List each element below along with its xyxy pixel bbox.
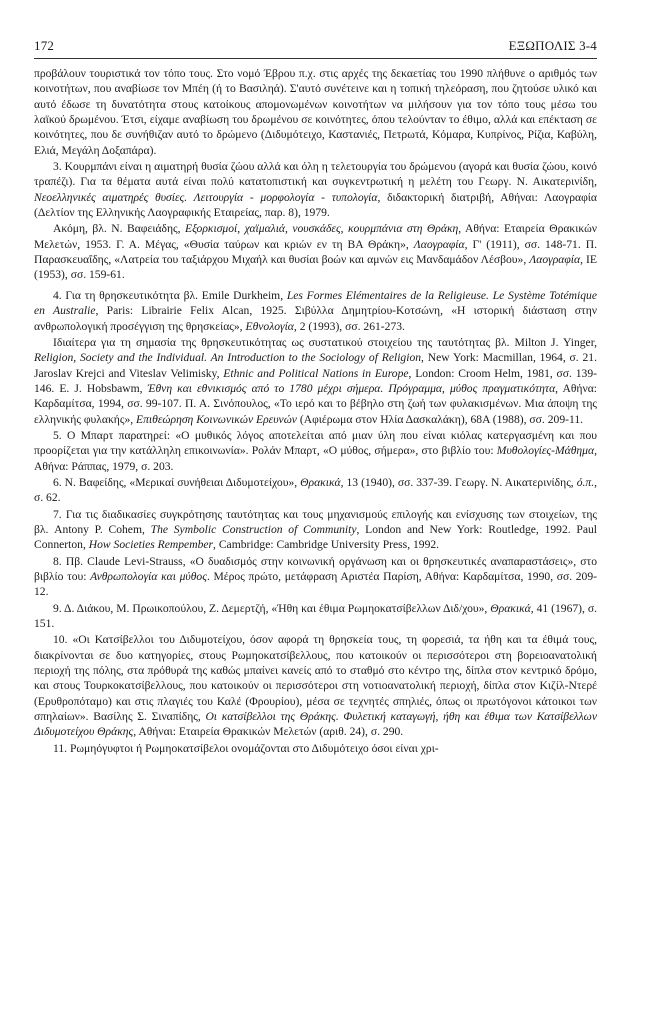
note-11 <box>34 741 597 756</box>
italic-title: Ethnic and Political Nations in Europe <box>223 366 409 380</box>
italic-title: Νεοελληνικές αιματηρές θυσίες. Λειτουργία - μορφολογία - τυπολογία <box>34 190 378 204</box>
note-9 <box>34 601 597 632</box>
note-text: 10. «Οι Κατσίβελλοι του Διδυμοτείχου, όσον αφορά τη θρησκεία τους, τη φορεσιά, τα ήθη και τα έθιμά τους, διακρίνονται σε δυο κατηγορίες, στους Ρωμηοκατσίβελλους, που κατοικούν οι περισσότεροι στη βορειοανατολική περιοχή της πόλης, στα πρόθυρά της καθώς μπαίνει κανείς από το σταθμό στο κέντρο της, δίπλα στον κεντρικό δρόμο, και στους Τουρκοκατσίβελλους, που κατοικούν οι περισσότεροι στη νοτιοανατολική περιοχή, δίπλα στον Κιζίλ-Ντερέ (Ερυθροπόταμο) και στις πλαγιές του Καλέ (Φρουρίου), μέσα σε τεχνητές σπηλιές, όπως οι πρωτόγονοι κάτοικοι των σπηλαίων». Βασίλης Σ. Σιναπίδης, <box>34 633 597 724</box>
note-10 <box>34 632 597 739</box>
note-text: , 13 (1940), σσ. 337-39. Γεωργ. Ν. Αικατερινίδης, <box>340 475 577 489</box>
note-text: 7. Για τις διαδικασίες συγκρότησης ταυτότητας και τους μηχανισμούς επιλογής και ενίσχυσης των στοιχείων, της βλ. Antony P. Cohem, <box>34 507 597 536</box>
italic-title: Ανθρωπολογία και μύθος <box>90 570 207 583</box>
italic-title: Εξορκισμοί, χαϊμαλιά, νουσκάδες, κουρμπάνια στη Θράκη <box>185 222 459 236</box>
italic-title: Επιθεώρηση Κοινωνικών Ερευνών <box>136 412 297 426</box>
note-text: . Μέρος πρώτο, μετάφραση Αριστέα Παρίση, Αθήνα: Καρδαμίτσα, 1990, σσ. 209-12. <box>34 570 597 599</box>
note-text: , 2 (1993), σσ. 261-273. <box>293 319 405 333</box>
page-number: 172 <box>34 38 55 53</box>
italic-title: Έθνη και εθνικισμός από το 1780 μέχρι σήμερα. Πρόγραμμα, μύθος πραγματικότητα <box>147 381 556 395</box>
italic-title: The Symbolic Construction of Community <box>150 522 357 536</box>
note-4 <box>34 288 597 334</box>
note-text: , Cambridge: Cambridge University Press, 1992. <box>213 538 440 552</box>
italic-title: How Societies Rempember <box>88 538 214 552</box>
note-text: 6. Ν. Βαφείδης, «Μερικαί συνήθειαι Διδυμοτείχου», <box>53 475 301 489</box>
note-text: , ΙΕ (1953), σσ. 159-61. <box>34 253 597 282</box>
note-3 <box>34 159 597 220</box>
note-text: , New York: Macmillan, 1964, σ. 21. Jaroslav Krejci and Viteslav Velimisky, <box>34 351 597 380</box>
note-text: , Γ' (1911), σσ. 148-71. Π. Παρασκευαΐδης, «Λατρεία του ταξιάρχου Μιχαήλ και θυσίαι βοών και αμνών εις Μανδαμάδον Λέσβου», <box>34 237 597 267</box>
italic-title: Λαογραφία <box>529 253 581 267</box>
journal-title: ΕΞΩΠΟΛΙΣ 3-4 <box>508 38 597 53</box>
note-text: 5. Ο Μπαρτ παρατηρεί: «Ο μυθικός λόγος αποτελείται από μιαν ύλη που είναι κιόλας κατεργασμένη και που προορίζεται για την κατάλληλη επικοινωνία». Ρολάν Μπαρτ, «Ο μύθος, σήμερα», στο βιβλίο του: <box>34 428 597 458</box>
note-7 <box>34 507 597 553</box>
note-text: , διδακτορική διατριβή, Αθήναι: Λαογραφία (Δελτίον της Ελληνικής Λαογραφικής Εταιρείας, παρ. 8), 1979. <box>34 190 598 220</box>
italic-title: Θρακικά <box>490 601 531 615</box>
note-text: , Αθήνα: Καρδαμίτσα, 1994, σσ. 99-107. Π. Α. Σινόπουλος, «Το ιερό και το βέβηλο στη ζωή των φυλακισμένων. Μια άποψη της ελληνικής φυλακής», <box>34 381 598 426</box>
note-8 <box>34 554 597 600</box>
note-text: , 41 (1967), σ. 151. <box>34 601 597 631</box>
footnotes-body <box>34 66 597 757</box>
note-3-continued <box>34 221 597 282</box>
italic-title: Religion, Society and the Individual. An Introduction to the Sociology of Religion <box>34 351 422 365</box>
note-text: προβάλουν τουριστικά τον τόπο τους. Στο νομό Έβρου π.χ. στις αρχές της δεκαετίας του 1990 πλήθυνε ο αριθμός των κοινοτήτων, που αναβίωσε τον Μπέη (ή το Βασιληά). Σ'αυτό συνέτεινε και η τοπική τηλεόραση, που ζητούσε υλικό και αυτό έδωσε τη δυνατότητα στους κατοίκους απομονωμένων κοινοτήτων να μιλήσουν για τον τόπο τους μέσω του λαϊκού δρωμένου. Έτσι, είχαμε αναβίωση του δρωμένου σε κοινότητες, όπου τελούνταν το έθιμο, αλλά και επέκταση σε κοινότητες, που δε συνήθιζαν αυτό το δρώμενο (Διδυμότειχο, Καστανιές, Πετρωτά, Κόμαρα, Κυπρίνος, Ρίζια, Καβύλη, Ελιά, Μεγάλη Δοξαπάρα). <box>34 67 597 157</box>
note-text: 3. Κουρμπάνι είναι η αιματηρή θυσία ζώου αλλά και όλη η τελετουργία του δρώμενου (αγορά και θυσία ζώου, κοινό τραπέζι). Για τα θέματα αυτά είναι πολύ κατατοπιστική και συγκεντρωτική η μελέτη του Γεωργ. Ν. Αικατερινίδη, <box>34 160 597 189</box>
running-header <box>34 38 597 54</box>
note-continuation <box>34 66 597 158</box>
note-text: , Paris: Librairie Felix Alcan, 1925. Σιβύλλα Δημητρίου-Κοτσώνη, «Η ιστορική διάσταση στην ανθρωπολογική προσέγγιση της θρησκείας», <box>34 304 597 333</box>
note-text: , Αθήνα: Εταιρεία Θρακικών Μελετών, 1953. Γ. Α. Μέγας, «Θυσία ταύρων και κριών εν τη ΒΑ Θράκη», <box>34 222 598 251</box>
note-text: 9. Δ. Διάκου, Μ. Πρωικοπούλου, Ζ. Δεμερτζή, «Ήθη και έθιμα Ρωμηοκατσίβελλων Διδ/χου», <box>53 601 491 615</box>
italic-title: Εθνολογία <box>245 319 294 333</box>
italic-title: Μυθολογίες-Μάθημα <box>496 444 595 458</box>
note-text: , London: Croom Helm, 1981, σσ. 139-146. E. J. Hobsbawm, <box>34 366 597 395</box>
note-text: (Αφιέρωμα στον Ηλία Δασκαλάκη), 68Α (1988), σσ. 209-11. <box>296 412 584 426</box>
note-text: , London and New York: Routledge, 1992. Paul Connerton, <box>34 522 598 552</box>
italic-title: Λαογραφία <box>413 237 465 251</box>
note-6 <box>34 475 597 506</box>
note-text: Ακόμη, βλ. Ν. Βαφειάδης, <box>53 222 185 236</box>
note-text: Ιδιαίτερα για τη σημασία της θρησκευτικότητας ως συστατικού στοιχείου της ταυτότητας βλ. Milton J. Yinger, <box>53 335 597 349</box>
italic-title: Θρακικά <box>300 475 341 489</box>
italic-title: Les Formes Elémentaires de la Religieuse. Le Système Totémique en Australie <box>34 288 597 318</box>
note-text: 4. Για τη θρησκευτικότητα βλ. Emile Durkheim, <box>53 288 287 302</box>
note-4-continued <box>34 335 597 427</box>
note-text: 11. Ρωμηόγυφτοι ή Ρωμηοκατσίβελοι ονομάζονται στο Διδυμότειχο όσοι είναι χρι- <box>53 741 439 755</box>
note-text: , Αθήνα: Ράππας, 1979, σ. 203. <box>34 444 597 473</box>
note-text: , σ. 62. <box>34 475 597 505</box>
note-5 <box>34 428 597 474</box>
italic-title: ό.π. <box>576 475 595 489</box>
note-text: 8. Πβ. Claude Levi-Strauss, «Ο δυαδισμός στην κοινωνική οργάνωση και οι θρησκευτικές αναπαραστάσεις», στο βιβλίο του: <box>34 554 597 583</box>
italic-title: Οι κατσίβελλοι της Θράκης. Φυλετική καταγωγή, ήθη και έθιμα των Κατσίβελλων Διδυμοτείχου Θράκης <box>34 710 598 739</box>
header-rule <box>34 58 597 59</box>
note-text: , Αθήναι: Εταιρεία Θρακικών Μελετών (αριθ. 24), σ. 290. <box>133 725 404 739</box>
